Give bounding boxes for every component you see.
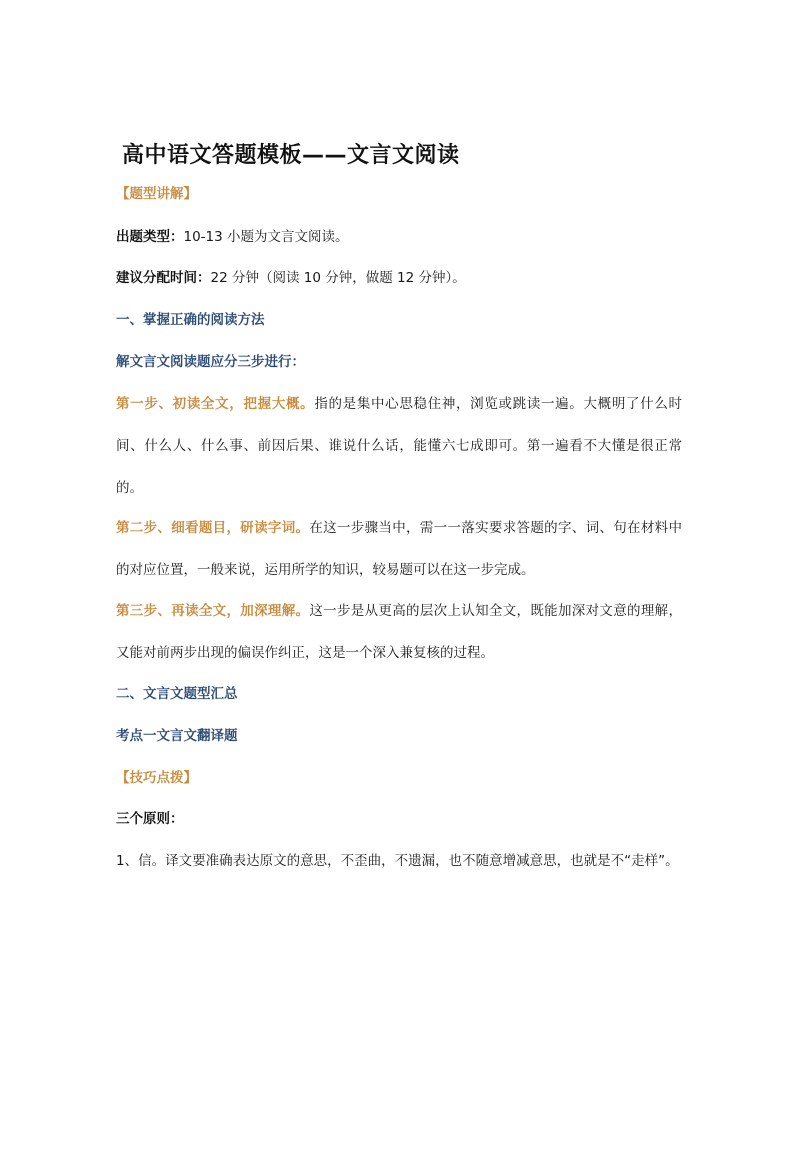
step1-text: 指的是集中心思稳住神，浏览或跳读一遍。大概明了什么时间、什么人、什么事、前因后果、谁说什么话，能懂六七成即可。第一遍看不大懂是很正常的。 bbox=[116, 396, 683, 496]
heading-reading-method: 一、掌握正确的阅读方法 bbox=[116, 312, 265, 328]
step2-paragraph bbox=[116, 507, 682, 591]
step2-text: 在这一步骤当中，需一一落实要求答题的字、词、句在材料中的对应位置，一般来说，运用所学的知识，较易题可以在这一步完成。 bbox=[116, 520, 682, 578]
subheading-three-steps: 解文言文阅读题应分三步进行： bbox=[116, 354, 305, 370]
question-type-value: 10-13 小题为文言文阅读。 bbox=[183, 229, 349, 245]
heading-question-types: 二、文言文题型汇总 bbox=[116, 686, 238, 702]
step3-paragraph bbox=[116, 590, 682, 674]
page-title: 高中语文答题模板——文言文阅读 bbox=[122, 143, 460, 168]
time-allocation-value: 22 分钟（阅读 10 分钟，做题 12 分钟）。 bbox=[210, 270, 466, 286]
step3-text: 这一步是从更高的层次上认知全文，既能加深对文意的理解，又能对前两步出现的偏误作纠正，这是一个深入兼复核的过程。 bbox=[116, 603, 682, 661]
step3-label: 第三步、再读全文，加深理解。 bbox=[116, 603, 310, 619]
subheading-translation: 考点一文言文翻译题 bbox=[116, 728, 238, 744]
principle1-paragraph: 1、信。译文要准确表达原文的意思，不歪曲，不遗漏，也不随意增减意思，也就是不“走样”。 bbox=[116, 853, 679, 869]
principles-label: 三个原则： bbox=[116, 811, 184, 827]
question-type-label: 出题类型： bbox=[116, 229, 184, 245]
question-type-line bbox=[116, 216, 682, 258]
time-allocation-label: 建议分配时间： bbox=[116, 270, 211, 286]
step2-label: 第二步、细看题目，研读字词。 bbox=[116, 520, 310, 536]
section-tag-question-type: 【题型讲解】 bbox=[116, 186, 197, 202]
time-allocation-line bbox=[116, 257, 682, 299]
section-tag-tips: 【技巧点拨】 bbox=[116, 770, 197, 786]
step1-label: 第一步、初读全文，把握大概。 bbox=[116, 396, 315, 412]
step1-paragraph bbox=[116, 383, 682, 509]
